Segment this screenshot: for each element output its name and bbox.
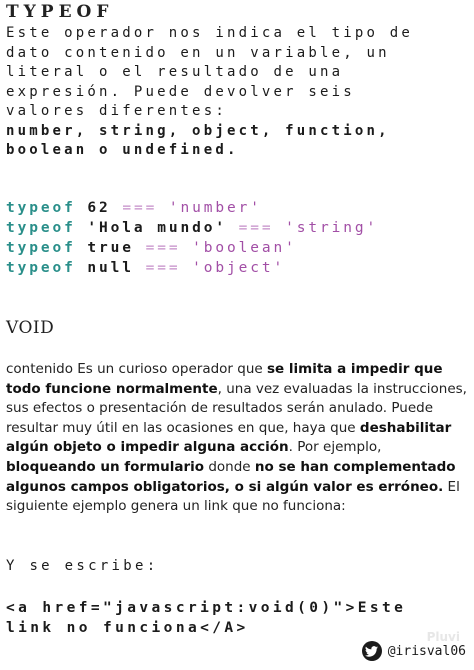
code-value: true — [75, 240, 146, 256]
void-text: El siguiente ejemplo genera un link que no funciona: — [6, 478, 460, 515]
twitter-icon — [362, 641, 382, 661]
example-code: <a href="javascript:void(0)">Este link no funciona</A> — [6, 600, 407, 636]
code-string: 'string' — [273, 220, 379, 236]
code-string: 'number' — [157, 200, 262, 216]
twitter-bird-glyph — [365, 646, 378, 657]
typeof-description — [6, 24, 468, 161]
example-intro: Y se escribe: — [6, 558, 159, 574]
void-heading: VOID — [6, 318, 55, 338]
void-paragraph — [6, 360, 470, 517]
code-keyword: typeof — [6, 200, 76, 216]
code-operator: === — [238, 220, 274, 236]
author-credit — [362, 640, 466, 662]
code-keyword: typeof — [6, 240, 76, 256]
code-block — [6, 198, 378, 278]
void-emphasis: se limita a impedir que todo funcione normalmente — [6, 361, 443, 397]
code-operator: === — [145, 240, 181, 256]
code-line — [6, 258, 378, 278]
watermark: Pluvi — [426, 630, 460, 644]
code-value: 'Hola mundo' — [75, 220, 239, 236]
void-text: . Por ejemplo, — [288, 439, 382, 456]
typeof-heading: TYPEOF — [6, 2, 114, 22]
void-text: , una vez evaluadas la instrucciones, sus efectos o presentación de resultados serán anulado. Puede resultar muy útil en las ocasiones en que, haya que — [6, 380, 467, 436]
code-operator: === — [145, 260, 181, 276]
code-line — [6, 218, 378, 238]
code-keyword: typeof — [6, 220, 76, 236]
code-string: 'boolean' — [180, 240, 297, 256]
void-emphasis: no se han complementado algunos campos obligatorios, o si algún valor es erróneo. — [6, 458, 456, 495]
void-text: donde — [204, 458, 255, 475]
code-string: 'object' — [180, 260, 286, 276]
code-operator: === — [122, 200, 158, 216]
void-emphasis: bloqueando un formulario — [6, 458, 205, 475]
void-emphasis: deshabilitar algún objeto o impedir alguna acción — [6, 419, 452, 456]
code-value: 62 — [75, 200, 123, 216]
code-line — [6, 238, 378, 258]
code-line — [6, 198, 378, 218]
author-handle: @irisval06 — [387, 643, 466, 659]
code-value: null — [75, 260, 146, 276]
void-text: contenido Es un curioso operador que — [6, 361, 267, 377]
code-keyword: typeof — [6, 260, 76, 276]
typeof-values-list: number, string, object, function, boolean o undefined. — [6, 122, 390, 158]
typeof-intro-text: Este operador nos indica el tipo de dato contenido en un variable, un literal o el resultado de una expresión. Puede devolver seis valores diferentes: — [6, 25, 414, 119]
